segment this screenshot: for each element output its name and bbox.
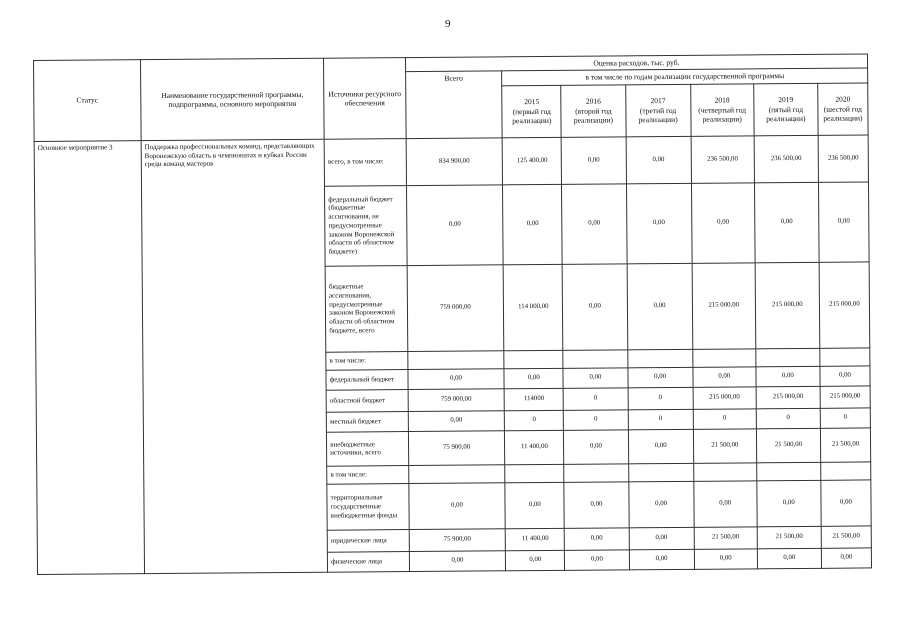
value-cell: 759 000,00 (407, 265, 504, 352)
value-cell: 215 000,00 (756, 386, 820, 409)
value-cell: 114 000,00 (503, 264, 563, 350)
value-cell: 11 400,00 (506, 528, 565, 550)
value-cell: 0 (628, 409, 693, 430)
year-number: 2015 (524, 97, 540, 107)
value-cell: 0 (564, 410, 628, 431)
header-name: Наименование государственной программы, подпрограммы, основного мероприятия (140, 58, 324, 140)
expense-table (33, 53, 872, 574)
value-cell: 125 400,00 (502, 137, 561, 184)
value-cell (628, 463, 693, 482)
header-estimate: Оценка расходов, тыс. руб. (405, 54, 867, 72)
source-cell: в том числе: (327, 465, 409, 484)
program-name-cell: Поддержка профессиональных команд, представляющих Воронежскую область в чемпионатах и кубках России среди команд мастеров (141, 139, 328, 573)
source-cell: территориальные государственные внебюджетные фонды (327, 483, 409, 530)
value-cell: 0 (756, 408, 820, 429)
year-number: 2017 (650, 96, 666, 106)
page-number: 9 (445, 18, 451, 30)
source-cell: физические лица (328, 551, 410, 572)
header-by-years: в том числе по годам реализации государственной программы (502, 68, 868, 85)
value-cell: 0,00 (629, 527, 694, 550)
value-cell (692, 349, 755, 367)
value-cell: 0,00 (406, 185, 503, 266)
value-cell: 0 (628, 387, 693, 410)
value-cell: 759 000,00 (408, 389, 505, 412)
value-cell: 0,00 (757, 480, 821, 527)
value-cell (693, 463, 756, 481)
value-cell: 0,00 (409, 551, 506, 572)
value-cell: 0,00 (627, 263, 693, 350)
value-cell: 0,00 (565, 528, 629, 551)
value-cell: 834 900,00 (406, 138, 503, 186)
year-label: (четвертый год реализации) (698, 104, 747, 124)
value-cell: 0 (505, 410, 564, 430)
source-cell: местный бюджет (326, 411, 408, 432)
value-cell: 0,00 (562, 184, 627, 265)
value-cell: 0,00 (693, 367, 756, 387)
value-cell: 215 000,00 (755, 262, 820, 349)
value-cell (564, 464, 628, 483)
year-label: (третий год реализации) (638, 105, 678, 125)
value-cell: 0,00 (818, 182, 869, 262)
value-cell: 114000 (504, 388, 563, 410)
value-cell (408, 465, 505, 484)
value-cell: 0 (693, 409, 756, 429)
source-cell: федеральный бюджет (326, 369, 408, 390)
value-cell: 0,00 (756, 366, 820, 387)
value-cell (820, 348, 870, 366)
value-cell: 236 500,00 (691, 136, 754, 183)
year-number: 2018 (714, 95, 730, 105)
value-cell: 0,00 (504, 368, 563, 388)
year-label: (первый год реализации) (512, 106, 552, 126)
value-cell (504, 350, 563, 368)
value-cell: 0 (820, 408, 870, 428)
value-cell: 21 500,00 (757, 526, 821, 549)
value-cell (505, 464, 564, 482)
source-cell: областной бюджет (326, 389, 408, 412)
value-cell (821, 462, 871, 480)
value-cell: 21 500,00 (820, 428, 870, 462)
value-cell: 0,00 (694, 481, 757, 527)
value-cell: 0 (563, 388, 627, 411)
source-cell: бюджетные ассигнования, предусмотренные законом Воронежской области об областном бюджете, всего (325, 265, 407, 352)
year-number: 2019 (778, 95, 794, 105)
source-cell: всего, в том числе: (324, 138, 406, 186)
value-cell: 0,00 (626, 136, 692, 184)
value-cell: 75 900,00 (408, 431, 505, 466)
header-year-2019 (754, 83, 819, 136)
year-label: (второй год реализации) (573, 106, 614, 125)
header-sources: Источники ресурсного обеспечения (324, 58, 406, 139)
source-cell: внебюджетные источники, всего (327, 431, 409, 466)
year-number: 2020 (835, 94, 851, 104)
header-year-2016 (561, 85, 626, 138)
year-label: (шестой год реализации) (823, 104, 863, 123)
year-label: (пятый год реализации) (766, 104, 806, 124)
value-cell: 236 500,00 (818, 135, 868, 182)
value-cell: 0,00 (629, 549, 694, 570)
header-year-2020 (818, 83, 868, 135)
value-cell: 215 000,00 (820, 386, 870, 408)
value-cell: 0,00 (757, 548, 821, 569)
value-cell: 0,00 (691, 183, 755, 263)
value-cell: 0,00 (564, 482, 628, 529)
header-year-2015 (502, 85, 561, 137)
header-status: Статус (34, 60, 142, 142)
value-cell: 0,00 (821, 480, 871, 526)
value-cell: 215 000,00 (819, 262, 870, 348)
value-cell: 0,00 (754, 182, 819, 263)
value-cell (627, 349, 692, 368)
value-cell: 21 500,00 (821, 526, 871, 548)
value-cell (563, 350, 627, 369)
value-cell: 0,00 (628, 481, 694, 528)
value-cell: 21 500,00 (694, 527, 757, 549)
value-cell: 21 500,00 (756, 428, 820, 463)
value-cell: 0,00 (564, 430, 628, 465)
value-cell: 0,00 (408, 483, 505, 530)
value-cell: 75 900,00 (409, 529, 506, 552)
value-cell: 0,00 (821, 548, 871, 568)
source-cell: в том числе: (326, 351, 408, 370)
value-cell: 0,00 (565, 550, 629, 571)
value-cell: 21 500,00 (693, 429, 756, 463)
header-year-2018 (690, 84, 754, 136)
value-cell: 11 400,00 (505, 430, 564, 464)
value-cell: 215 000,00 (693, 387, 756, 409)
value-cell: 0,00 (627, 367, 692, 388)
value-cell (756, 348, 820, 367)
value-cell: 0,00 (408, 411, 505, 432)
value-cell: 0,00 (694, 549, 757, 569)
value-cell: 0,00 (626, 183, 692, 264)
value-cell (407, 351, 504, 370)
source-cell: юридические лица (327, 529, 409, 552)
source-cell: федеральный бюджет (бюджетные ассигнования, не предусмотренные законом Воронежской области об областном бюджете) (325, 185, 407, 266)
value-cell: 0,00 (562, 137, 627, 185)
header-total: Всего (405, 71, 502, 138)
header-year-2017 (625, 84, 691, 137)
value-cell: 0,00 (628, 429, 693, 464)
value-cell (756, 462, 820, 481)
status-cell: Основное мероприятие 3 (34, 140, 144, 574)
value-cell: 0,00 (563, 368, 627, 389)
value-cell: 0,00 (503, 184, 563, 264)
value-cell: 236 500,00 (754, 135, 819, 183)
value-cell: 0,00 (408, 369, 505, 390)
value-cell: 0,00 (563, 264, 628, 351)
value-cell: 0,00 (820, 366, 870, 386)
value-cell: 0,00 (506, 550, 565, 570)
value-cell: 0,00 (505, 482, 564, 528)
year-number: 2016 (585, 96, 601, 106)
value-cell: 215 000,00 (692, 263, 756, 349)
